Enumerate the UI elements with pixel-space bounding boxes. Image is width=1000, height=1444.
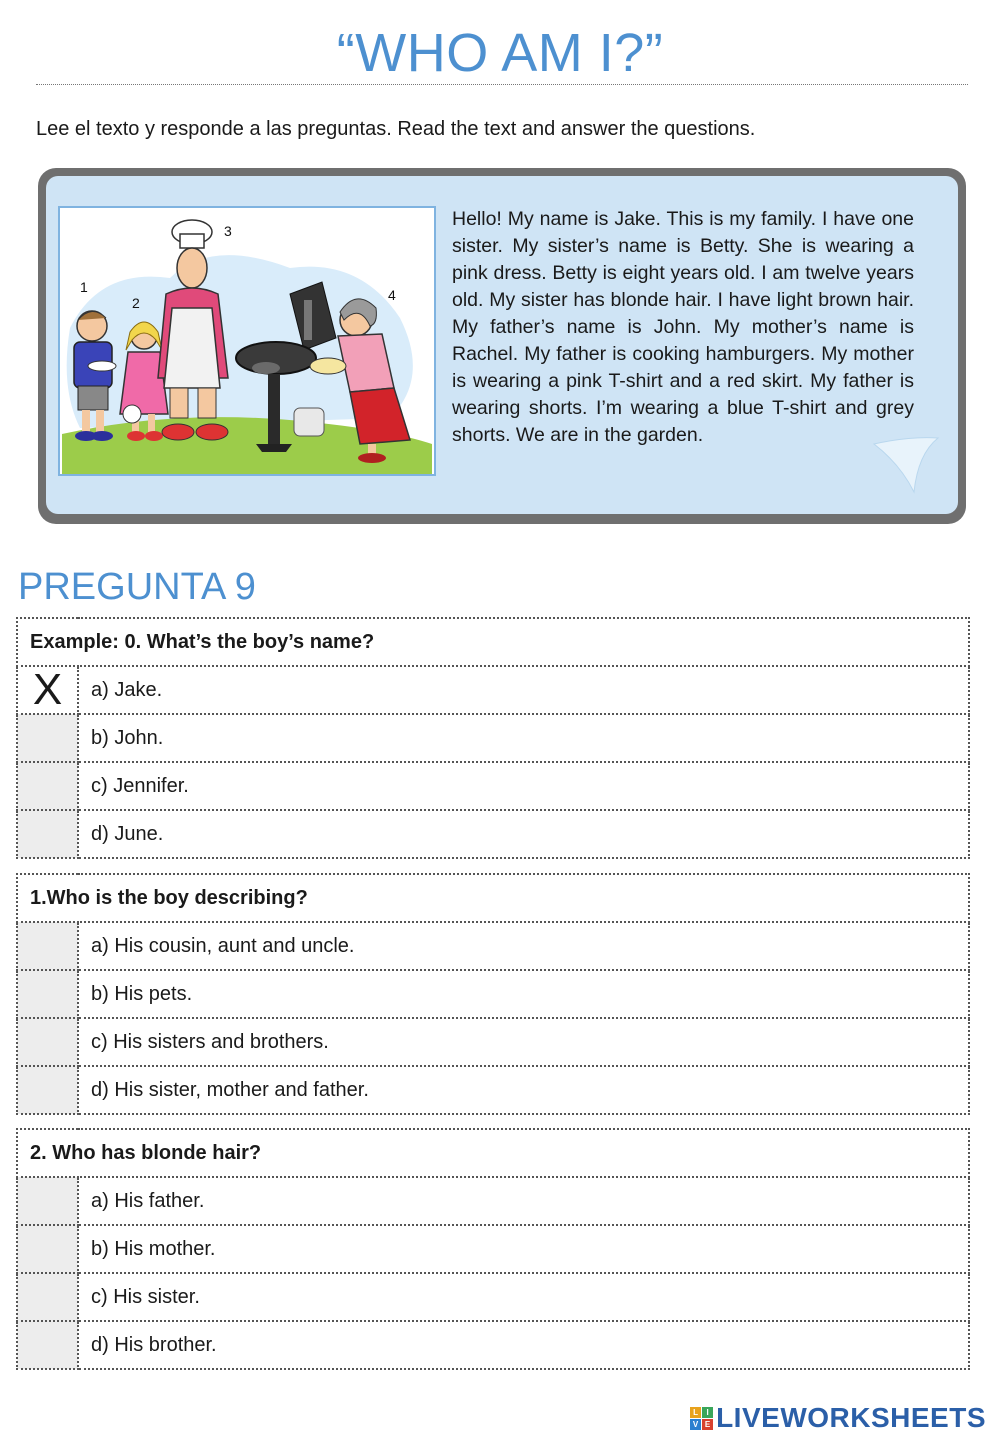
bbq-family-scene bbox=[60, 208, 434, 474]
option-row[interactable] bbox=[17, 1225, 969, 1273]
option-label: d) His brother. bbox=[78, 1321, 969, 1369]
question-text: 1.Who is the boy describing? bbox=[17, 874, 969, 922]
option-label: c) Jennifer. bbox=[78, 762, 969, 810]
option-label: a) His cousin, aunt and uncle. bbox=[78, 922, 969, 970]
worksheet-title: “WHO AM I?” bbox=[336, 23, 664, 83]
option-label: c) His sister. bbox=[78, 1273, 969, 1321]
question-block-2 bbox=[16, 1128, 970, 1370]
figure-label-4: 4 bbox=[388, 287, 396, 303]
answer-checkbox[interactable] bbox=[17, 970, 78, 1018]
answer-checkbox[interactable] bbox=[17, 1018, 78, 1066]
question-block-example bbox=[16, 617, 970, 859]
question-block-1 bbox=[16, 873, 970, 1115]
question-text: 2. Who has blonde hair? bbox=[17, 1129, 969, 1177]
option-label: d) His sister, mother and father. bbox=[78, 1066, 969, 1114]
liveworksheets-brand[interactable] bbox=[690, 1402, 986, 1434]
option-row[interactable] bbox=[17, 810, 969, 858]
option-row[interactable] bbox=[17, 1273, 969, 1321]
answer-checkbox[interactable] bbox=[17, 810, 78, 858]
option-label: c) His sisters and brothers. bbox=[78, 1018, 969, 1066]
answer-checkbox[interactable] bbox=[17, 1066, 78, 1114]
option-row[interactable] bbox=[17, 762, 969, 810]
option-row[interactable] bbox=[17, 922, 969, 970]
option-label: d) June. bbox=[78, 810, 969, 858]
option-label: b) His mother. bbox=[78, 1225, 969, 1273]
question-row bbox=[17, 1129, 969, 1177]
option-row[interactable] bbox=[17, 666, 969, 714]
option-row[interactable] bbox=[17, 714, 969, 762]
reading-passage: Hello! My name is Jake. This is my family. I have one sister. My sister’s name is Betty. She is wearing a pink dress. Betty is eight years old. I am twelve years old. My sister has blonde hair. I have light brown hair. My father’s name is John. My mother’s name is Rachel. My father is cooking hamburgers. My mother is wearing a pink T-shirt and a red skirt. My father is wearing shorts. I’m wearing a blue T-shirt and grey shorts. We are in the garden. bbox=[452, 208, 914, 446]
logo-letter: L bbox=[690, 1407, 701, 1418]
option-row[interactable] bbox=[17, 1018, 969, 1066]
section-title: PREGUNTA 9 bbox=[18, 566, 256, 608]
answer-checkbox[interactable] bbox=[17, 762, 78, 810]
option-label: b) His pets. bbox=[78, 970, 969, 1018]
answer-checkbox[interactable] bbox=[17, 922, 78, 970]
option-row[interactable] bbox=[17, 1177, 969, 1225]
brand-wordmark: LIVEWORKSHEETS bbox=[716, 1402, 986, 1433]
brand-logo-icon bbox=[690, 1407, 713, 1430]
option-row[interactable] bbox=[17, 1066, 969, 1114]
question-row bbox=[17, 618, 969, 666]
answer-checkbox[interactable]: X bbox=[17, 666, 78, 714]
figure-label-3: 3 bbox=[224, 223, 232, 239]
logo-letter: V bbox=[690, 1419, 701, 1430]
option-row[interactable] bbox=[17, 970, 969, 1018]
answer-checkbox[interactable] bbox=[17, 1321, 78, 1369]
title-divider bbox=[36, 84, 968, 85]
option-label: a) Jake. bbox=[78, 666, 969, 714]
answer-checkbox[interactable] bbox=[17, 1225, 78, 1273]
instruction-text: Lee el texto y responde a las preguntas. Read the text and answer the questions. bbox=[36, 118, 756, 140]
question-text: Example: 0. What’s the boy’s name? bbox=[17, 618, 969, 666]
answer-checkbox[interactable] bbox=[17, 1177, 78, 1225]
question-row bbox=[17, 874, 969, 922]
figure-label-2: 2 bbox=[132, 295, 140, 311]
logo-letter: I bbox=[702, 1407, 713, 1418]
option-row[interactable] bbox=[17, 1321, 969, 1369]
answer-checkbox[interactable] bbox=[17, 1273, 78, 1321]
figure-label-1: 1 bbox=[80, 279, 88, 295]
option-label: a) His father. bbox=[78, 1177, 969, 1225]
family-illustration bbox=[58, 206, 436, 476]
option-label: b) John. bbox=[78, 714, 969, 762]
answer-checkbox[interactable] bbox=[17, 714, 78, 762]
logo-letter: E bbox=[702, 1419, 713, 1430]
